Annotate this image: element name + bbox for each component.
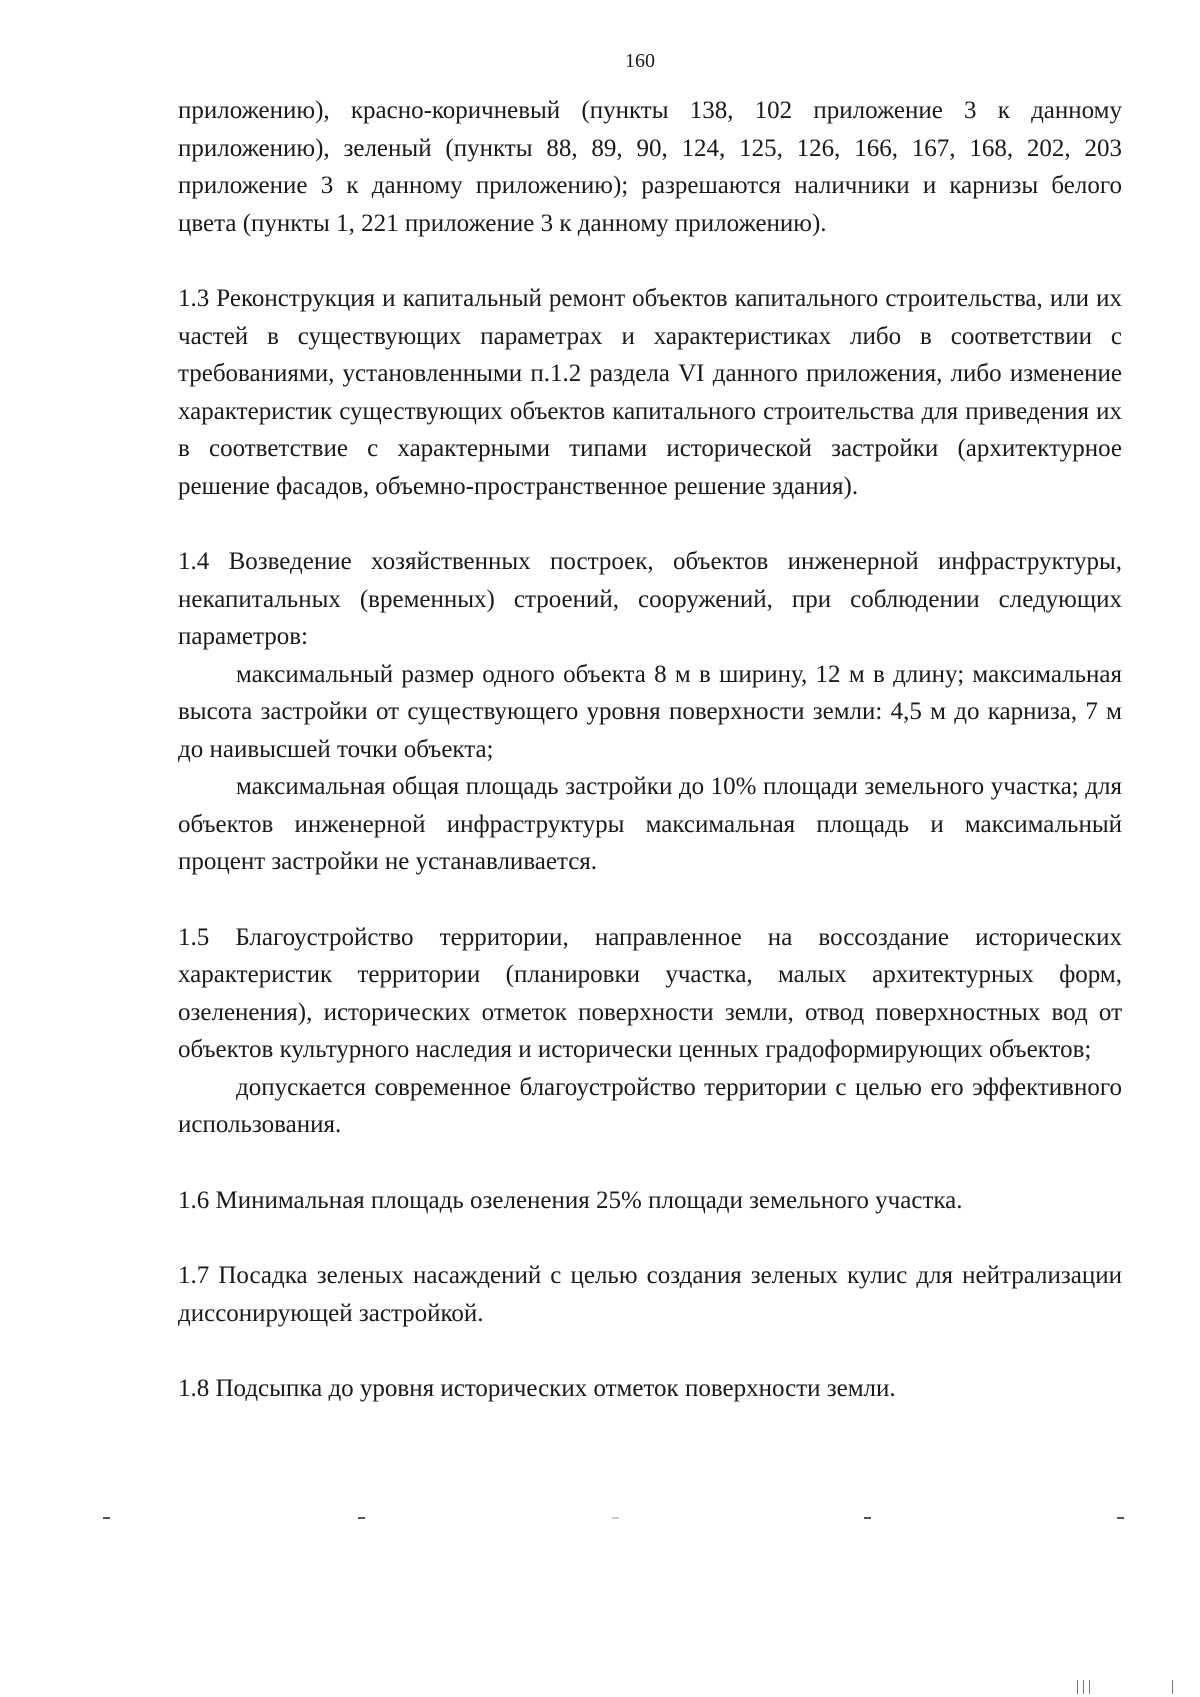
page-number: 160	[625, 50, 655, 72]
paragraph-spacer	[178, 1332, 1122, 1370]
paragraph-spacer	[178, 242, 1122, 280]
paragraph-1-4-size-limits: максимальный размер одного объекта 8 м в ширину, 12 м в длину; максимальная высота застройки от существующего уровня поверхности земли: 4,5 м до карниза, 7 м до наивысшей точки объекта;	[178, 660, 1122, 763]
paragraph-1-5-modern-landscaping: допускается современное благоустройство территории с целью его эффективного использования.	[178, 1073, 1122, 1138]
paragraph-1-4-outbuildings: 1.4 Возведение хозяйственных построек, объектов инженерной инфраструктуры, некапитальных (временных) строений, сооружений, при соблюдении следующих параметров:	[178, 548, 1122, 650]
scan-mark	[358, 1517, 365, 1519]
paragraph-spacer	[178, 505, 1122, 543]
scan-mark	[1172, 1680, 1173, 1694]
document-body	[178, 92, 1122, 1408]
scan-mark	[103, 1517, 110, 1519]
paragraph-spacer	[178, 1219, 1122, 1257]
paragraph-spacer	[178, 1144, 1122, 1182]
scan-mark	[1077, 1680, 1078, 1694]
scan-mark	[1089, 1680, 1090, 1694]
paragraph-1-8-backfill: 1.8 Подсыпка до уровня исторических отметок поверхности земли.	[178, 1375, 896, 1402]
paragraph-1-4-area-limits: максимальная общая площадь застройки до 10% площади земельного участка; для объектов инженерной инфраструктуры максимальная площадь и максимальный процент застройки не устанавливается.	[178, 773, 1122, 875]
paragraph-1-7-planting: 1.7 Посадка зеленых насаждений с целью создания зеленых кулис для нейтрализации диссонирующей застройкой.	[178, 1262, 1122, 1327]
paragraph-1-5-landscaping: 1.5 Благоустройство территории, направленное на воссоздание исторических характеристик территории (планировки участка, малых архитектурных форм, озеленения), исторических отметок поверхности земли, отвод поверхностных вод от объектов культурного наследия и исторически ценных градоформирующих объектов;	[178, 923, 1122, 1063]
paragraph-1-6-greening-area: 1.6 Минимальная площадь озеленения 25% площади земельного участка.	[178, 1186, 963, 1214]
scan-mark	[612, 1517, 619, 1519]
paragraph-spacer	[178, 881, 1122, 919]
scan-mark	[1117, 1517, 1124, 1519]
scan-mark	[864, 1517, 871, 1519]
paragraph-1-3-reconstruction: 1.3 Реконструкция и капитальный ремонт объектов капитального строительства, или их частей в существующих параметрах и характеристиках либо в соответствии с требованиями, установленными п.1.2 раздела VI данного приложения, либо изменение характеристик существующих объектов капитального строительства для приведения их в соответствие с характерными типами исторической застройки (архитектурное решение фасадов, объемно-пространственное решение здания).	[178, 285, 1122, 500]
paragraph-color-continuation: приложению), красно-коричневый (пункты 138, 102 приложение 3 к данному приложению), зеленый (пункты 88, 89, 90, 124, 125, 126, 166, 167, 168, 202, 203 приложение 3 к данному приложению); разрешаются наличники и карнизы белого цвета (пункты 1, 221 приложение 3 к данному приложению).	[178, 97, 1122, 237]
scan-mark	[1083, 1680, 1084, 1694]
